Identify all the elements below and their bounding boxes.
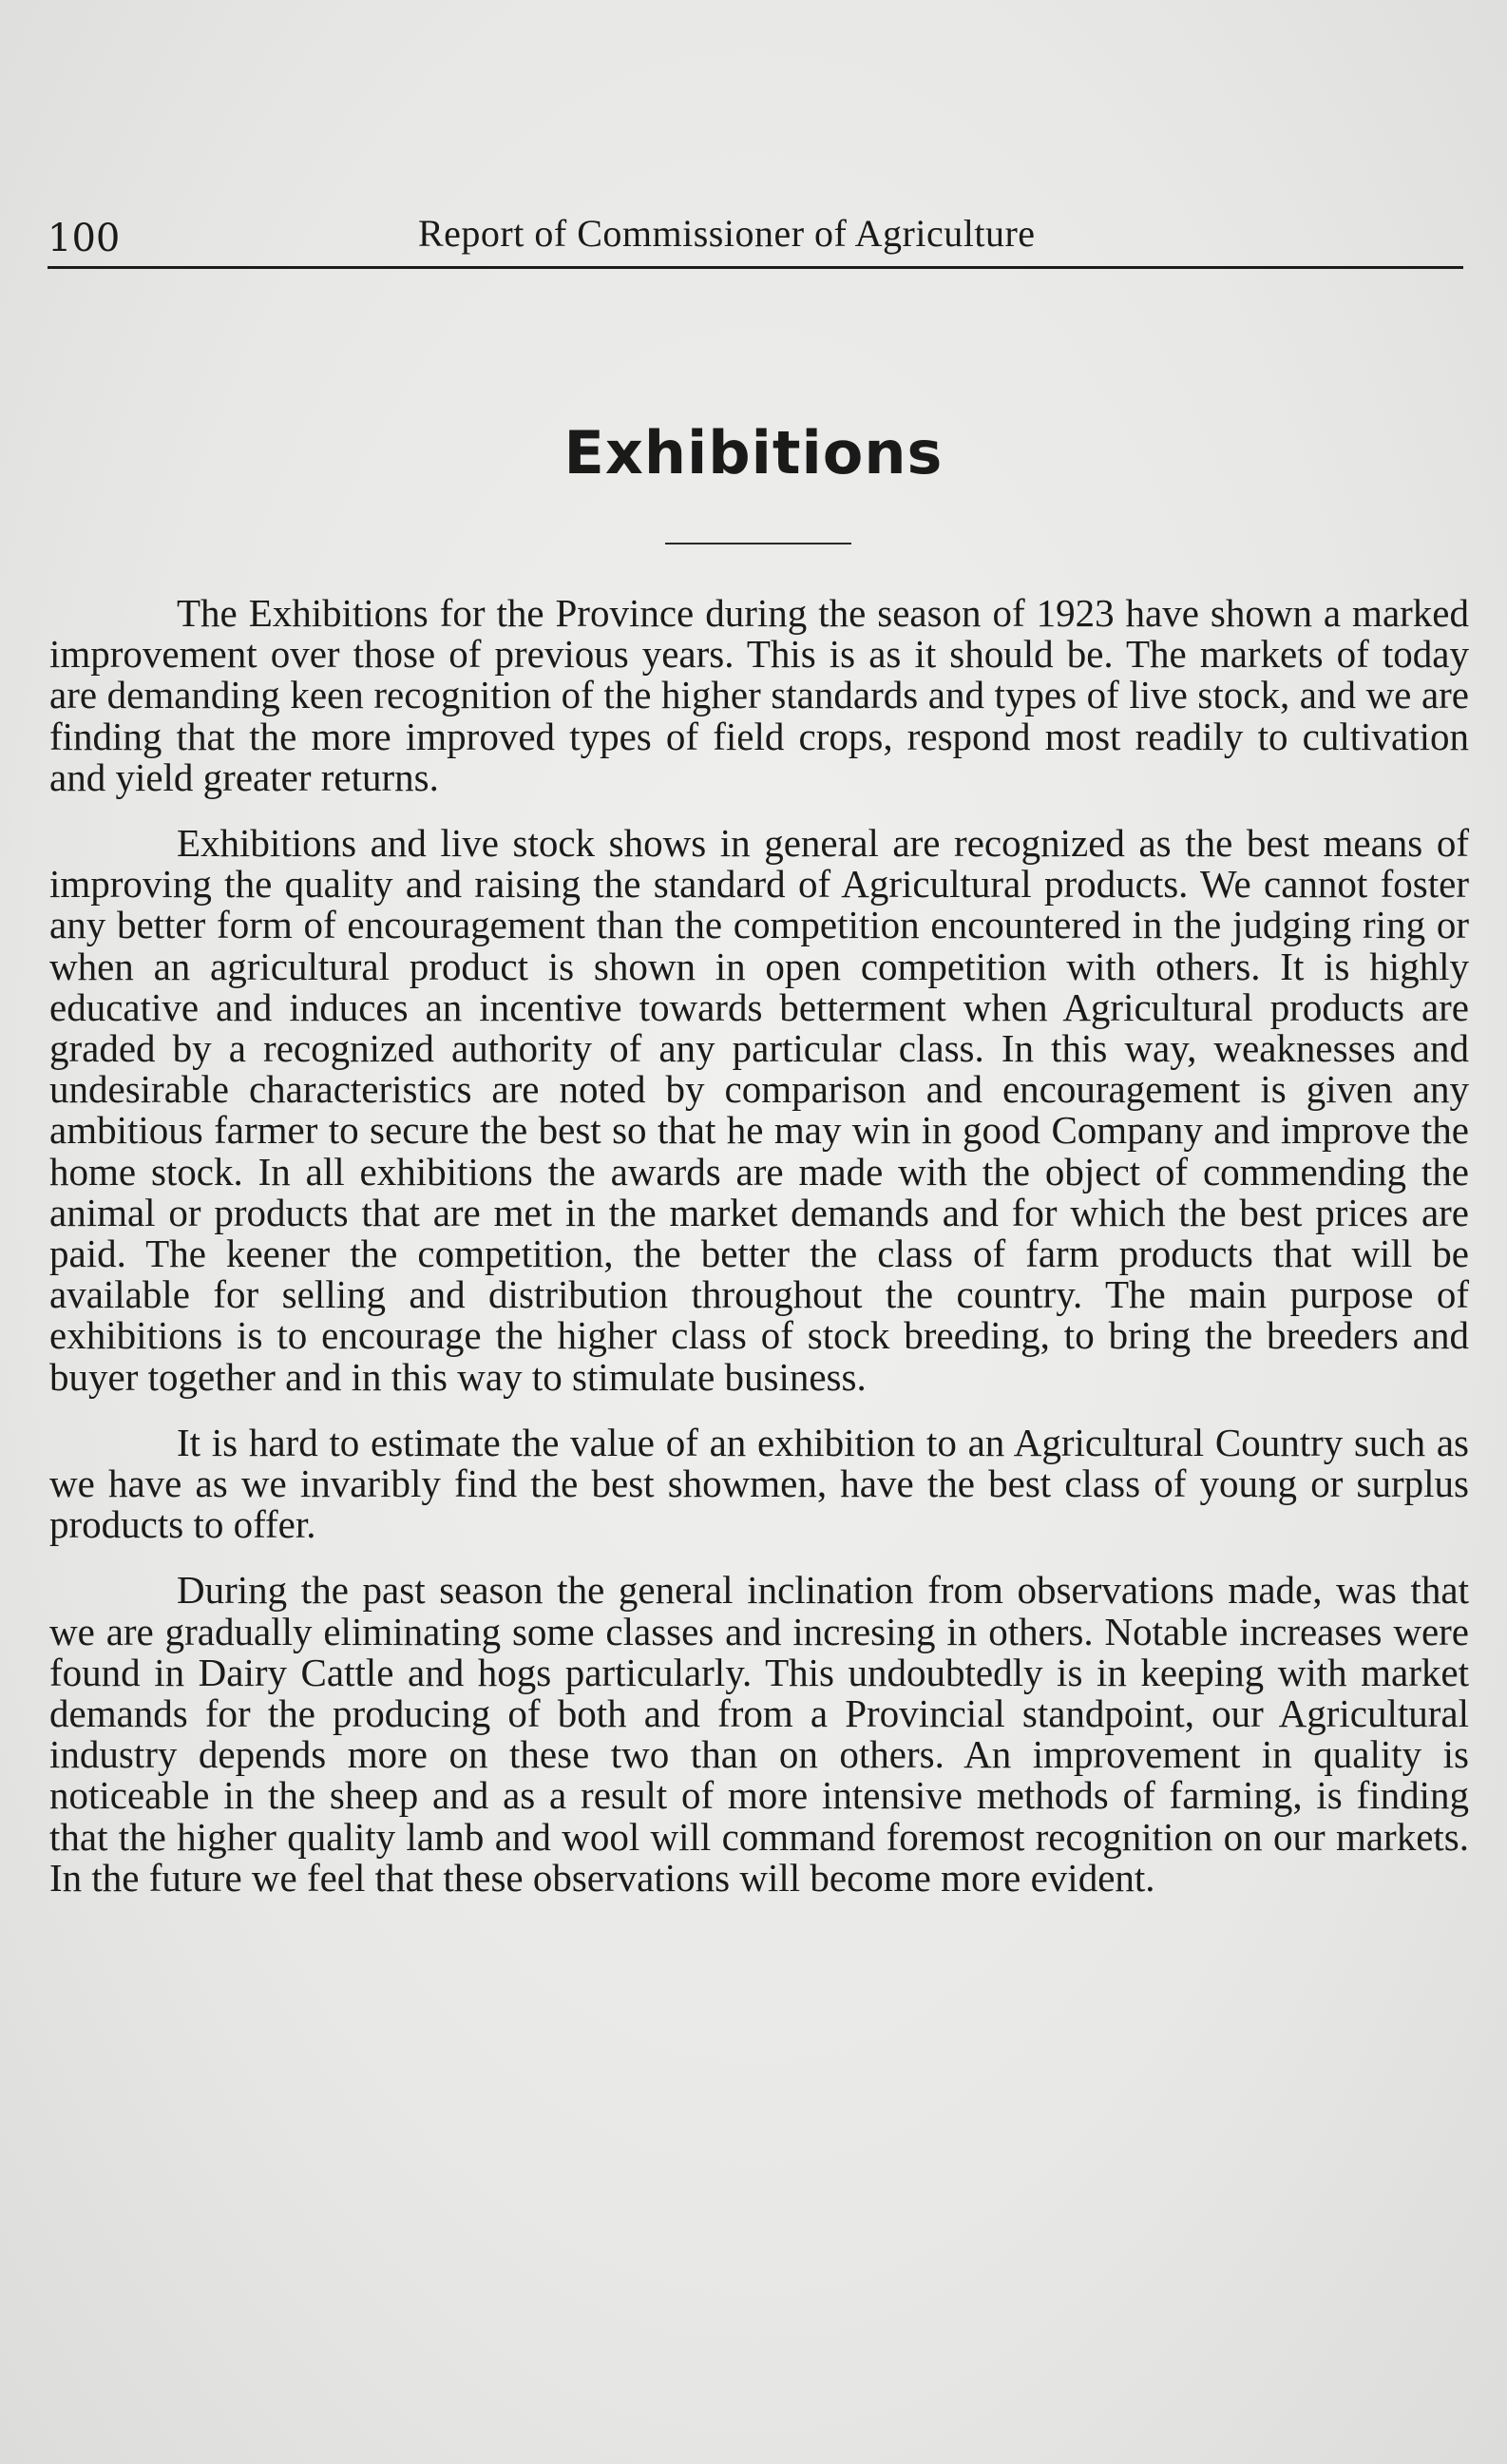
running-header [48, 211, 1463, 269]
paragraph: It is hard to estimate the value of an exhibition to an Agricultural Country such as we have as we invaribly find the best showmen, have the best class of young or surplus products to offer. [49, 1420, 1469, 1547]
paragraph: During the past season the general inclination from observations made, was that we are gradually eliminating some classes and incresing in others. Notable increases were found in Dairy Cattle and hogs particularly. This undoubtedly is in keeping with market demands for the producing of both and from a Provincial standpoint, our Agricultural industry depends more on these two than on others. An improvement in quality is noticeable in the sheep and as a result of more intensive methods of farming, is finding that the higher quality lamb and wool will command foremost recognition on our markets. In the future we feel that these observations will become more evident. [49, 1568, 1469, 1900]
title-divider [665, 543, 851, 544]
running-title: Report of Commissioner of Agriculture [418, 212, 1036, 255]
paragraph: Exhibitions and live stock shows in general are recognized as the best means of improving the quality and raising the standard of Agricultural products. We cannot foster any better form of encouragement than the competition encountered in the judging ring or when an agricultural product is shown in open competition with others. It is highly educative and induces an incentive towards betterment when Agricultural products are graded by a recognized authority of any particular class. In this way, weaknesses and undesirable characteristics are noted by comparison and encouragement is given any ambitious farmer to secure the best so that he may win in good Company and improve the home stock. In all exhibitions the awards are made with the object of commending the animal or products that are met in the market demands and for which the best prices are paid. The keener the competition, the better the class of farm products that will be available for selling and distribution throughout the country. The main purpose of exhibitions is to encourage the higher class of stock breeding, to bring the breeders and buyer together and in this way to stimulate business. [49, 821, 1469, 1399]
paragraph: The Exhibitions for the Province during the season of 1923 have shown a marked improvement over those of previous years. This is as it should be. The markets of today are demanding keen recognition of the higher standards and types of live stock, and we are finding that the more improved types of field crops, respond most readily to cultivation and yield greater returns. [49, 591, 1469, 799]
section-title: Exhibitions [563, 418, 944, 487]
page-number: 100 [48, 217, 121, 260]
body-text [49, 593, 1469, 1923]
